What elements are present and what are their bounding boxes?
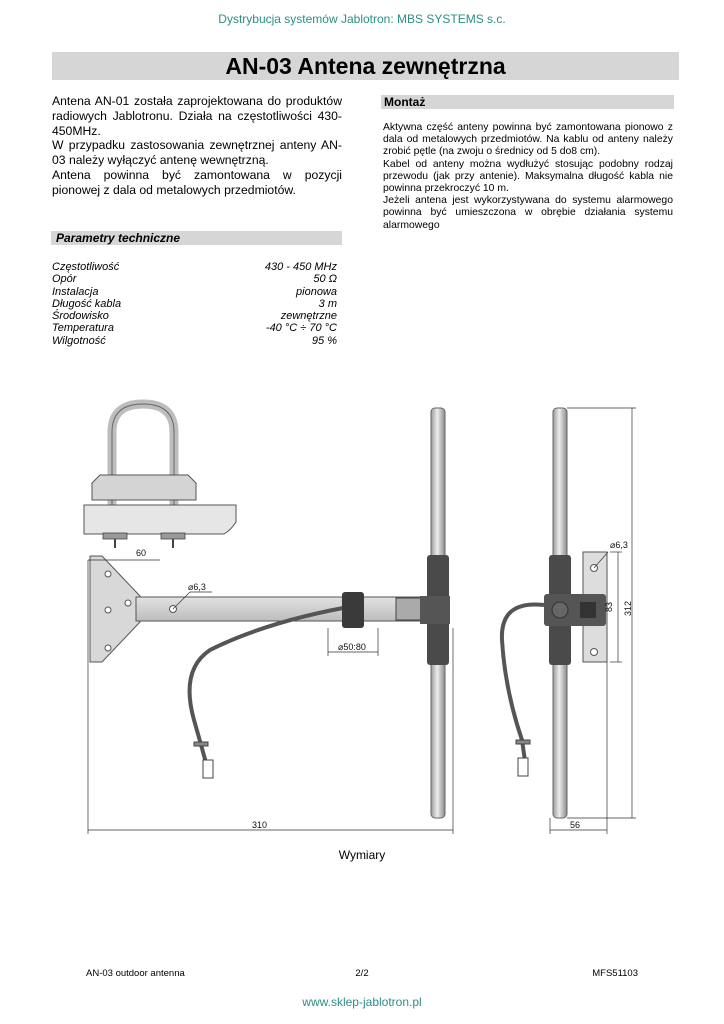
montaz-paragraph: Aktywna część anteny powinna być zamontowana pionowo z dala od metalowych przedmiotów. Na kablu od anteny należy zrobić pętle (na zwoju o średnicy od 5 do8 cm). <box>383 122 673 158</box>
distributor-header: Dystrybucja systemów Jablotron: MBS SYSTEMS s.c. <box>218 12 506 26</box>
drawing-caption: Wymiary <box>338 848 386 862</box>
param-label: Środowisko <box>52 310 109 323</box>
param-row <box>52 298 337 310</box>
param-value: -40 °C ÷ 70 °C <box>265 322 337 335</box>
montaz-heading: Montaż <box>381 95 674 109</box>
param-value: 50 Ω <box>313 273 337 286</box>
param-row <box>52 310 337 322</box>
footer-product: AN-03 outdoor antenna <box>86 968 185 979</box>
dim-hole-front: ⌀6,3 <box>188 582 206 592</box>
dimension-drawing <box>0 395 724 845</box>
footer-page: 2/2 <box>355 968 369 979</box>
montaz-paragraph: Kabel od anteny można wydłużyć stosując podobny rodzaj przewodu (jak przy antenie). Maksymalna długość kabla nie powinna przekroczyć 10 m. <box>383 158 673 195</box>
param-value: zewnętrzne <box>280 310 337 323</box>
param-label: Częstotliwość <box>52 261 120 273</box>
dim-bracket-width: 60 <box>136 548 147 558</box>
dim-total-height: 312 <box>623 600 633 616</box>
param-row <box>52 261 337 273</box>
u-bolt-clamp <box>84 404 236 548</box>
param-row <box>52 322 337 334</box>
param-row <box>52 273 337 285</box>
param-value: 95 % <box>311 334 337 347</box>
param-label: Długość kabla <box>52 297 122 310</box>
param-row <box>52 286 337 298</box>
footer-code: MFS51103 <box>592 968 638 979</box>
param-value: 430 - 450 MHz <box>264 261 337 273</box>
param-value: 3 m <box>318 297 337 310</box>
params-table <box>52 261 337 347</box>
cable-connector <box>203 760 213 778</box>
dim-side-width: 56 <box>570 820 581 830</box>
antenna-cable <box>190 605 360 770</box>
param-value: pionowa <box>296 285 337 298</box>
dim-clamp: ⌀50:80 <box>338 642 366 652</box>
param-label: Opór <box>52 273 77 286</box>
dim-hole-side: ⌀6,3 <box>610 540 628 550</box>
antenna-rod-front <box>420 408 450 818</box>
params-heading: Parametry techniczne <box>51 231 342 245</box>
page-title: AN-03 Antena zewnętrzna <box>225 53 506 79</box>
dim-plate-height: 83 <box>604 601 614 612</box>
website-link[interactable]: www.sklep-jablotron.pl <box>302 995 422 1009</box>
param-label: Temperatura <box>52 322 114 335</box>
param-label: Instalacja <box>52 285 99 298</box>
side-view <box>502 408 607 818</box>
param-row <box>52 335 337 347</box>
cable-tie <box>194 742 208 746</box>
montaz-paragraph: Jeżeli antena jest wykorzystywana do systemu alarmowego powinna być umieszczona w obrębie działania systemu alarmowego <box>383 195 673 231</box>
montaz-text <box>383 122 673 232</box>
intro-paragraph: Antena AN-01 została zaprojektowana do produktów radiowych Jablotronu. Działa na częstotliwości 430-450MHz. <box>52 94 342 138</box>
pipe-clamp <box>342 592 364 628</box>
intro-text <box>52 94 342 198</box>
intro-paragraph: Antena powinna być zamontowana w pozycji pionowej z dala od metalowych przedmiotów. <box>52 167 342 197</box>
intro-paragraph: W przypadku zastosowania zewnętrznej anteny AN-03 należy wyłączyć antenę wewnętrzną. <box>52 138 342 168</box>
param-label: Wilgotność <box>52 334 106 347</box>
dim-total-width: 310 <box>252 820 268 830</box>
mounting-bracket <box>90 556 436 662</box>
